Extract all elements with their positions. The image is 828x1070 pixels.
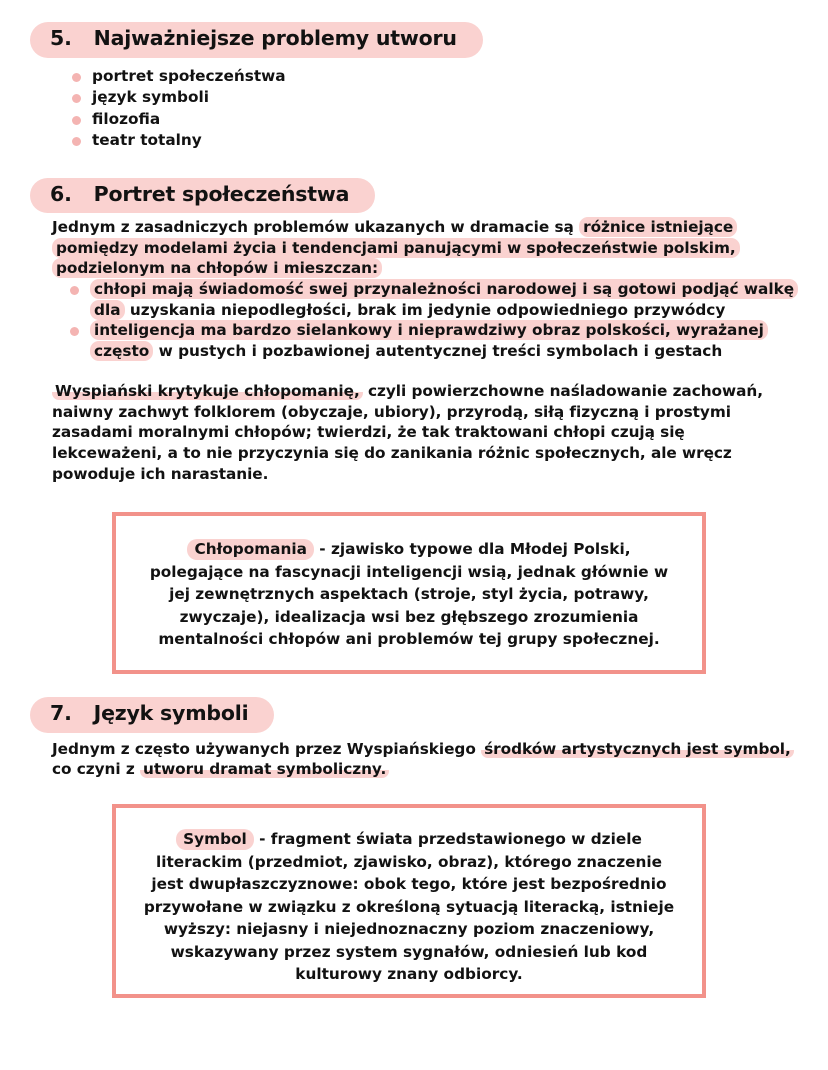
paragraph-highlight: Wyspiański krytykuje chłopomanię, [52, 382, 363, 400]
intro-highlight: różnice istniejące pomiędzy modelami życia i tendencjami panującymi w społeczeństwie polskim, podzielonym na chłopów i mieszczan: [52, 217, 740, 278]
definition-box-symbol [112, 804, 706, 998]
intro-lead-text: Jednym z zasadniczych problemów ukazanych w dramacie są [52, 218, 580, 237]
bullet-text: filozofia [92, 109, 161, 128]
section-title-5: Najważniejsze problemy utworu [93, 26, 457, 50]
list-item [70, 87, 798, 109]
definition-text: fragment świata przedstawionego w dziele literackim (przedmiot, zjawisko, obraz), którego znaczenie jest dwupłaszczyznowe: obok tego, które jest bezpośrednio przywołane w związku z określoną sytuacją literacką, istnieje wyższy: niejasny i niejednoznaczny poziom znaczeniowy, wskazywany przez system sygnałów, odniesień lub kod kulturowy znany odbiorcy. [143, 830, 675, 983]
spacer [22, 152, 798, 178]
section-heading-6 [30, 178, 375, 214]
definition-term: Chłopomania [187, 539, 313, 560]
bullet-text: teatr totalny [92, 131, 202, 150]
list-item [70, 130, 798, 152]
definition-text: zjawisko typowe dla Młodej Polski, polegające na fascynacji inteligencji wsią, jednak głównie w jej zewnętrznych aspektach (stroje, styl życia, potrawy, zwyczaje), idealizacja wsi bez głębszego zrozumienia mentalności chłopów ani problemów tej grupy społecznej. [149, 540, 669, 648]
section-number-7: 7. [50, 701, 72, 725]
bullet-text: w pustych i pozbawionej autentycznej treści symbolach i gestach [153, 341, 723, 360]
bullet-text: język symboli [92, 88, 209, 107]
spacer [22, 361, 798, 381]
paragraph-highlight-2: utworu dramat symboliczny. [140, 760, 389, 778]
section-number-6: 6. [50, 181, 72, 206]
section-heading-7 [30, 697, 274, 733]
definition-separator: - [253, 830, 271, 848]
definition-box-chlopomania [112, 512, 706, 674]
section-6-intro-paragraph [52, 217, 798, 279]
section-6-body-paragraph [52, 381, 798, 484]
definition-term: Symbol [176, 829, 254, 850]
section-title-6: Portret społeczeństwa [93, 181, 350, 206]
section-7-container [22, 697, 806, 780]
paragraph-text: czyli powierzchowne naśladowanie zachowań, naiwny zachwyt folklorem (obyczaje, ubiory), przyrodą, siłą fizyczną i prostymi zasadami moralnymi chłopów; twierdzi, że tak traktowani chłopi czują się lekceważeni, a to nie przyczynia się do zanikania różnic społecznych, ale wręcz powoduje ich narastanie. [52, 382, 763, 483]
paragraph-middle-text: co czyni z [52, 760, 140, 779]
section-heading-5 [30, 22, 483, 58]
bullet-text: uzyskania niepodległości, brak im jedynie odpowiedniego przywódcy [124, 300, 726, 319]
section-5-bullet-list [70, 66, 798, 152]
list-item [70, 109, 798, 131]
section-number-5: 5. [50, 26, 72, 50]
bullet-text: portret społeczeństwa [92, 66, 286, 85]
section-7-paragraph [52, 739, 806, 780]
definition-separator: - [313, 540, 331, 558]
paragraph-lead-text: Jednym z często używanych przez Wyspiańskiego [52, 739, 482, 758]
list-item [70, 66, 798, 88]
list-item [68, 320, 798, 361]
section-6-bullet-list [68, 279, 798, 361]
bullet-highlight: inteligencja ma bardzo sielankowy i nieprawdziwy obraz polskości, wyrażanej często [90, 320, 768, 361]
section-title-7: Język symboli [93, 701, 249, 725]
bullet-highlight: chłopi mają świadomość swej przynależności narodowej i są gotowi podjąć walkę dla [90, 279, 798, 320]
paragraph-highlight-1: środków artystycznych jest symbol, [481, 740, 794, 758]
list-item [68, 279, 798, 320]
